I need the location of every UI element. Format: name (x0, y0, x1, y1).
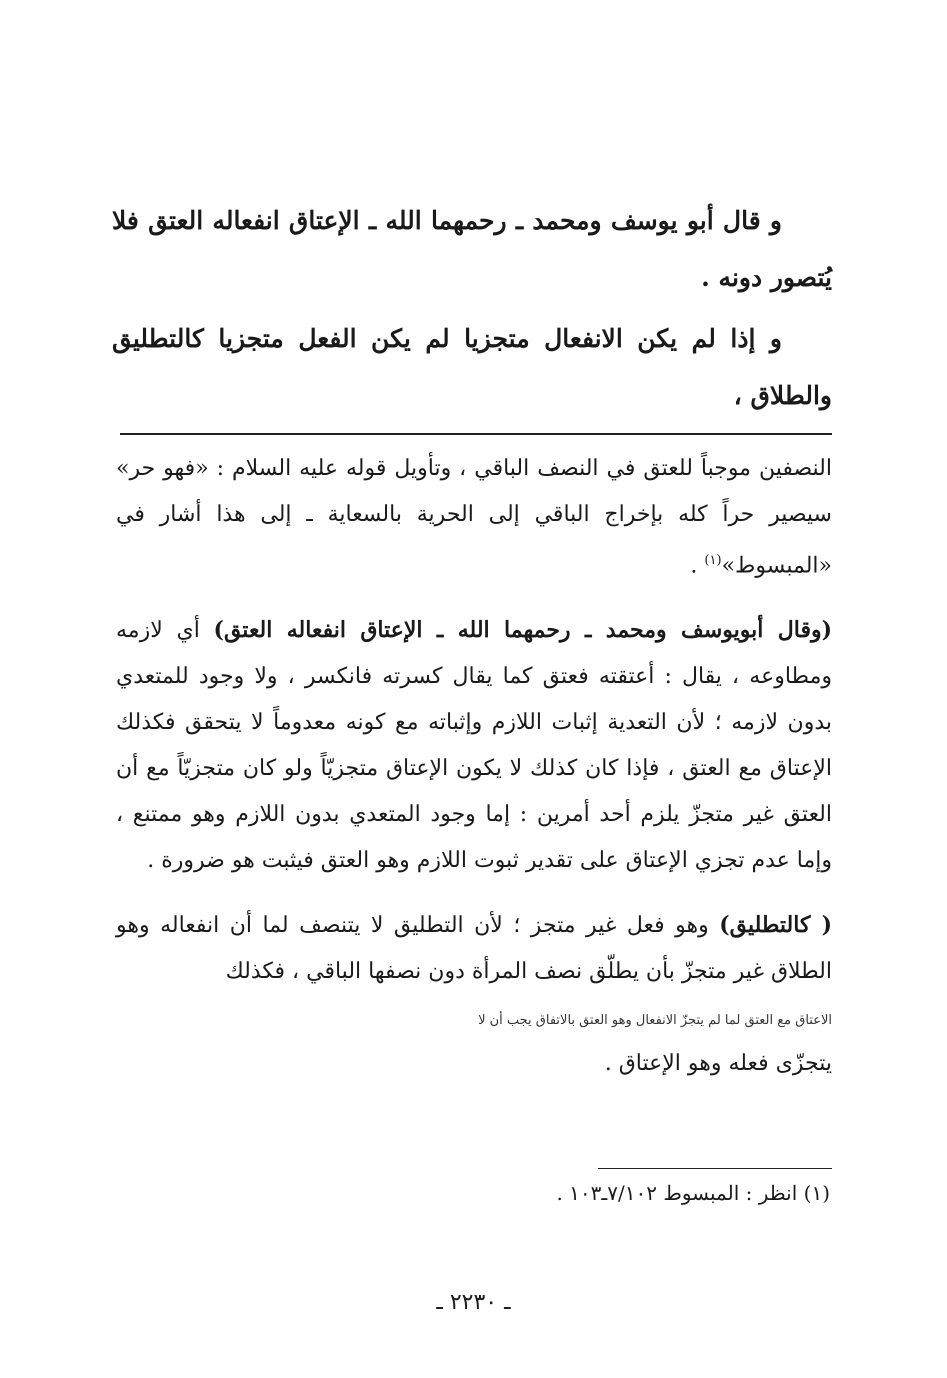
sharh-paragraph-2-lead: (وقال أبويوسف ومحمد ـ رحمهما الله ـ الإعتاق انفعاله العتق) (213, 617, 832, 644)
footnote-text: (١) انظر : المبسوط ٧/١٠٢ـ١٠٣ . (556, 1181, 830, 1205)
sharh-paragraph-3-tail: يتجزّى فعله وهو الإعتاق . (604, 1051, 832, 1077)
footnote (300, 1176, 830, 1210)
matn-text (112, 192, 832, 428)
sharh-continuation-text: النصفين موجباً للعتق في النصف الباقي ، وتأويل قوله عليه السلام : «فهو حر» سيصير حراً كله بإخراج الباقي إلى الحرية بالسعاية ـ إلى هذا أشار في «المبسوط» (116, 456, 832, 579)
matn-sharh-divider (120, 433, 832, 435)
sharh-paragraph-2-body: أي لازمه ومطاوعه ، يقال : أعتقته فعتق كما يقال كسرته فانكسر ، ولا وجود للمتعدي بدون لازمه ؛ لأن التعدية إثبات اللازم وإثباته مع كونه معدوماً لا يتحقق فكذلك الإعتاق مع العتق ، فإذا كان كذلك لا يكون الإعتاق متجزيّاً ولو كان متجزيّاً مع أن العتق غير متجزّ يلزم أحد أمرين : إما وجود المتعدي بدون اللازم وهو ممتنع ، وإما عدم تجزي الإعتاق على تقدير ثبوت اللازم وهو العتق فيثبت هو ضرورة . (116, 618, 832, 874)
sharh-paragraph-3-body: وهو فعل غير متجز ؛ لأن التطليق لا يتنصف لما أن انفعاله وهو الطلاق غير متجزّ بأن يطلّق نصف المرأة دون نصفها الباقي ، فكذلك (116, 913, 832, 985)
matn-paragraph-1: و قال أبو يوسف ومحمد ـ رحمهما الله ـ الإعتاق انفعاله العتق فلا يُتصور دونه . (112, 206, 832, 292)
footnote-reference: (١) (704, 553, 722, 568)
sharh-small-print: الاعتاق مع العتق لما لم يتجزّ الانفعال وهو العتق بالاتفاق يجب أن لا (478, 1013, 832, 1029)
page-number: ـ ٢٢٣٠ ـ (436, 1290, 511, 1315)
matn-paragraph-2: و إذا لم يكن الانفعال متجزيا لم يكن الفعل متجزيا كالتطليق والطلاق ، (112, 324, 832, 410)
sharh-continuation-end: . (690, 553, 705, 579)
sharh-paragraph-3 (116, 902, 832, 995)
sharh-paragraph-2 (116, 607, 832, 884)
sharh-paragraph-3-lead: ( كالتطليق) (719, 912, 832, 939)
sharh-text (116, 446, 832, 1087)
sharh-paragraph-3-small-line (116, 995, 832, 1041)
footnote-rule (598, 1168, 832, 1169)
sharh-continuation (116, 446, 832, 589)
